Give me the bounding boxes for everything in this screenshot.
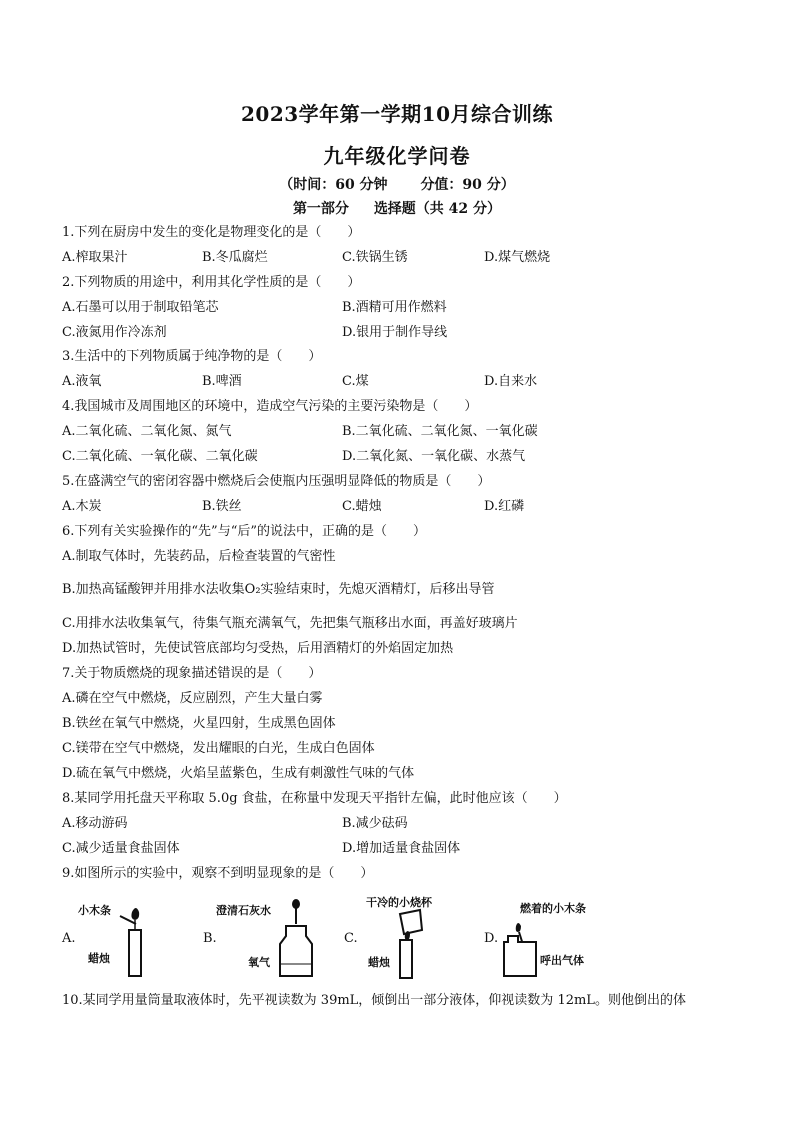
section-title: 选择题（共 42 分） — [373, 201, 502, 217]
figure-a-candle-wood — [76, 892, 176, 982]
candle-icon — [129, 930, 141, 976]
q5-option-b: B.铁丝 — [202, 499, 242, 514]
q6-option-d: D.加热试管时，先使试管底部均匀受热，后用酒精灯的外焰固定加热 — [62, 641, 454, 656]
q6-option-a: A.制取气体时，先装药品，后检查装置的气密性 — [62, 549, 336, 564]
q3-option-c: C.煤 — [342, 374, 369, 389]
q7-option-d: D.硫在氧气中燃烧，火焰呈蓝紫色，生成有刺激性气味的气体 — [62, 766, 415, 781]
figure-c-label-2: 蜡烛 — [368, 956, 390, 969]
figure-d-label-1: 燃着的小木条 — [520, 902, 586, 915]
section-label: 第一部分 — [292, 201, 349, 217]
q1-option-d: D.煤气燃烧 — [484, 250, 551, 265]
q8-option-a: A.移动游码 — [62, 816, 128, 831]
section-heading — [0, 198, 794, 218]
q4-option-d: D.二氧化氮、一氧化碳、水蒸气 — [342, 449, 526, 464]
q1-option-b: B.冬瓜腐烂 — [202, 250, 268, 265]
q7-option-a: A.磷在空气中燃烧，反应剧烈，产生大量白雾 — [62, 691, 323, 706]
q9-option-c: C. — [344, 931, 358, 946]
question-2-stem: 2.下列物质的用途中，利用其化学性质的是（ ） — [62, 275, 361, 290]
q6-option-c: C.用排水法收集氧气，待集气瓶充满氧气，先把集气瓶移出水面，再盖好玻璃片 — [62, 616, 518, 631]
candle-icon — [400, 940, 412, 978]
q7-option-c: C.镁带在空气中燃烧，发出耀眼的白光，生成白色固体 — [62, 741, 375, 756]
figure-a-label-1: 小木条 — [78, 904, 111, 917]
figure-b-limewater-oxygen — [214, 892, 324, 982]
q9-option-d: D. — [484, 931, 499, 946]
q4-option-a: A.二氧化硫、二氧化氮、氮气 — [62, 424, 232, 439]
question-1-stem: 1.下列在厨房中发生的变化是物理变化的是（ ） — [62, 225, 361, 240]
q6-option-b: B.加热高锰酸钾并用排水法收集O₂实验结束时，先熄灭酒精灯，后移出导管 — [62, 582, 495, 597]
q2-option-c: C.液氮用作冷冻剂 — [62, 325, 167, 340]
question-6-stem: 6.下列有关实验操作的“先”与“后”的说法中，正确的是（ ） — [62, 524, 426, 539]
figure-b-label-1: 澄清石灰水 — [216, 904, 271, 917]
question-8-stem: 8.某同学用托盘天平称取 5.0g 食盐，在称量中发现天平指针左偏，此时他应该（ ） — [62, 791, 567, 806]
q3-option-d: D.自来水 — [484, 374, 538, 389]
flame-icon — [131, 908, 139, 920]
q3-option-a: A.液氧 — [62, 374, 102, 389]
q3-option-b: B.啤酒 — [202, 374, 242, 389]
figure-b-label-2: 氧气 — [248, 956, 270, 969]
figure-d-exhaled-gas — [494, 892, 614, 982]
gas-bottle-icon — [280, 926, 312, 976]
q9-option-b: B. — [203, 931, 217, 946]
figure-c-label-1: 干冷的小烧杯 — [366, 896, 432, 909]
q2-option-a: A.石墨可以用于制取铅笔芯 — [62, 300, 219, 315]
figure-d-label-2: 呼出气体 — [540, 954, 584, 967]
exam-title: 2023学年第一学期10月综合训练 — [241, 102, 553, 126]
q4-option-b: B.二氧化硫、二氧化氮、一氧化碳 — [342, 424, 538, 439]
q9-option-a: A. — [62, 931, 76, 946]
question-4-stem: 4.我国城市及周围地区的环境中，造成空气污染的主要污染物是（ ） — [62, 399, 478, 414]
q1-option-c: C.铁锅生锈 — [342, 250, 408, 265]
question-7-stem: 7.关于物质燃烧的现象描述错误的是（ ） — [62, 666, 322, 681]
q4-option-c: C.二氧化硫、一氧化碳、二氧化碳 — [62, 449, 258, 464]
question-3-stem: 3.生活中的下列物质属于纯净物的是（ ） — [62, 349, 322, 364]
question-5-stem: 5.在盛满空气的密闭容器中燃烧后会使瓶内压强明显降低的物质是（ ） — [62, 474, 491, 489]
beaker-icon — [400, 910, 422, 934]
q8-option-c: C.减少适量食盐固体 — [62, 841, 180, 856]
gas-bottle-icon — [504, 936, 536, 976]
q1-option-a: A.榨取果汁 — [62, 250, 128, 265]
q5-option-c: C.蜡烛 — [342, 499, 382, 514]
exam-time: （时间：60 分钟 — [279, 177, 388, 193]
q2-option-b: B.酒精可用作燃料 — [342, 300, 447, 315]
question-10-stem: 10.某同学用量筒量取液体时，先平视读数为 39mL，倾倒出一部分液体，仰视读数为 12mL。则他倒出的体 — [62, 993, 686, 1008]
figure-a-label-2: 蜡烛 — [88, 952, 110, 965]
figure-c-beaker-candle — [360, 890, 460, 982]
q5-option-d: D.红磷 — [484, 499, 525, 514]
exam-score: 分值：90 分） — [420, 177, 515, 193]
q8-option-b: B.减少砝码 — [342, 816, 408, 831]
q2-option-d: D.银用于制作导线 — [342, 325, 448, 340]
flame-icon — [516, 923, 521, 932]
exam-subtitle: 九年级化学问卷 — [323, 144, 471, 168]
q8-option-d: D.增加适量食盐固体 — [342, 841, 461, 856]
exam-meta — [0, 174, 794, 194]
q5-option-a: A.木炭 — [62, 499, 102, 514]
question-9-stem: 9.如图所示的实验中，观察不到明显现象的是（ ） — [62, 866, 374, 881]
q7-option-b: B.铁丝在氧气中燃烧，火星四射，生成黑色固体 — [62, 716, 336, 731]
